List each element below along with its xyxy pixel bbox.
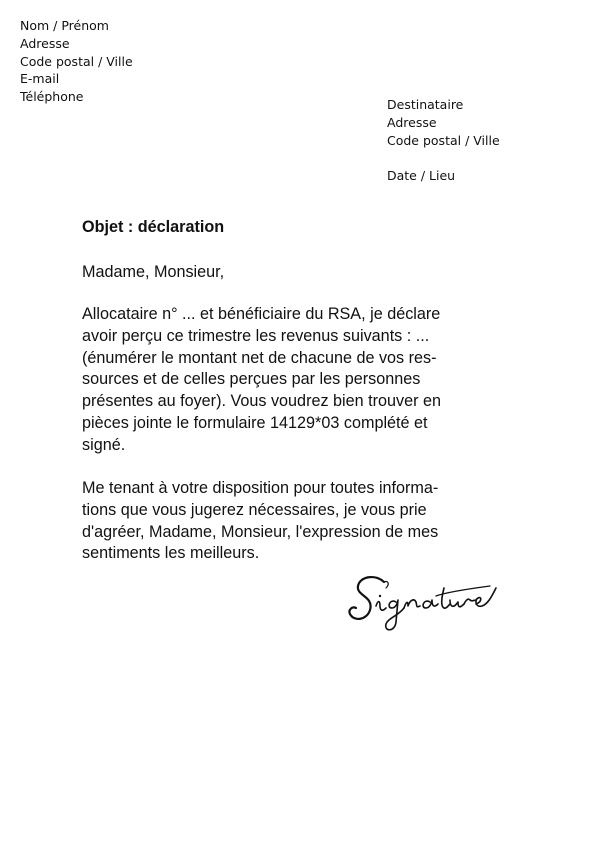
recipient-postal-city: Code postal / Ville — [387, 132, 500, 148]
sender-postal-city: Code postal / Ville — [20, 53, 133, 69]
paragraph-line: tions que vous jugerez nécessaires, je vous prie — [82, 500, 427, 519]
recipient-name: Destinataire — [387, 97, 464, 112]
sender-address: Adresse — [20, 35, 70, 51]
letter-paragraph-1 — [82, 304, 502, 457]
letter-subject: Objet : déclaration — [82, 218, 225, 236]
date-place: Date / Lieu — [387, 168, 456, 183]
paragraph-line: sources et de celles perçues par les personnes — [82, 370, 421, 389]
sender-phone: Téléphone — [20, 89, 84, 105]
sender-block — [20, 17, 133, 106]
sender-email: E-mail — [20, 71, 60, 87]
paragraph-line: présentes au foyer). Vous voudrez bien trouver en — [82, 392, 442, 411]
paragraph-line: Me tenant à votre disposition pour toutes informa- — [82, 479, 439, 497]
paragraph-line: Allocataire n° ... et bénéficiaire du RSA, je déclare — [82, 305, 441, 323]
letter-salutation: Madame, Monsieur, — [82, 263, 225, 281]
paragraph-line: avoir perçu ce trimestre les revenus suivants : ... — [82, 326, 430, 345]
handwritten-signature — [340, 566, 510, 646]
sender-name: Nom / Prénom — [20, 18, 109, 33]
paragraph-line: signé. — [82, 435, 126, 454]
paragraph-line: sentiments les meilleurs. — [82, 544, 260, 563]
paragraph-line: pièces jointe le formulaire 14129*03 complété et — [82, 413, 428, 432]
paragraph-line: d'agréer, Madame, Monsieur, l'expression de mes — [82, 522, 439, 541]
paragraph-line: (énumérer le montant net de chacune de vos res- — [82, 348, 437, 367]
letter-paragraph-2 — [82, 478, 502, 565]
recipient-address: Adresse — [387, 114, 437, 130]
recipient-block — [387, 96, 500, 149]
